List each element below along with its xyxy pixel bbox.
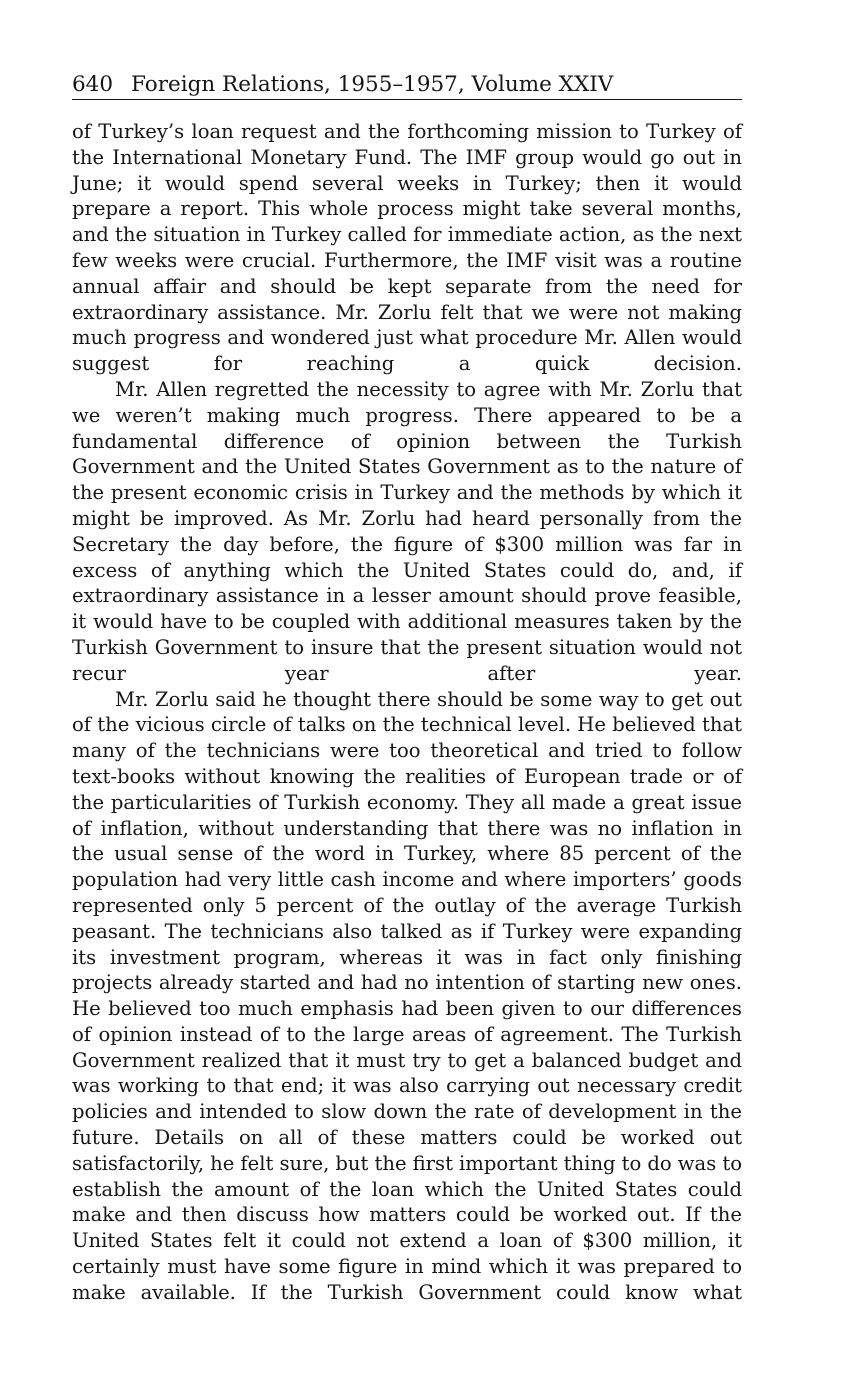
running-title: Foreign Relations, 1955–1957, Volume XXIV [131, 72, 614, 97]
paragraph-allen-response: Mr. Allen regretted the necessity to agree with Mr. Zorlu that we weren’t making much progress. There appeared to be a fundamental difference of opinion between the Turkish Government and the United States Government as to the nature of the present economic crisis in Turkey and the methods by which it might be improved. As Mr. Zorlu had heard personally from the Secretary the day before, the figure of $300 million was far in excess of anything which the United States could do, and, if extraordinary assistance in a lesser amount should prove feasible, it would have to be coupled with additional measures taken by the Turkish Government to insure that the present situation would not recur year after year. [72, 377, 742, 685]
paragraph-continued: of Turkey’s loan request and the forthcoming mission to Turkey of the International Monetary Fund. The IMF group would go out in June; it would spend several weeks in Turkey; then it would prepare a report. This whole process might take several months, and the situation in Turkey called for immediate action, as the next few weeks were crucial. Furthermore, the IMF visit was a routine annual affair and should be kept separate from the need for extraordinary assistance. Mr. Zorlu felt that we were not making much progress and wondered just what procedure Mr. Allen would suggest for reaching a quick decision. [72, 120, 742, 376]
paragraph-zorlu-reply: Mr. Zorlu said he thought there should be some way to get out of the vicious circle of talks on the technical level. He believed that many of the technicians were too theoretical and tried to follow text-books without knowing the realities of European trade or of the particularities of Turkish economy. They all made a great issue of inflation, without understanding that there was no inflation in the usual sense of the word in Turkey, where 85 percent of the population had very little cash income and where importers’ goods represented only 5 percent of the outlay of the average Turkish peasant. The technicians also talked as if Turkey were expanding its investment program, whereas it was in fact only finishing projects already started and had no intention of starting new ones. He believed too much emphasis had been given to our differences of opinion instead of to the large areas of agreement. The Turkish Government realized that it must try to get a balanced budget and was working to that end; it was also carrying out necessary credit policies and intended to slow down the rate of development in the future. Details on all of these matters could be worked out satisfactorily, he felt sure, but the first important thing to do was to establish the amount of the loan which the United States could make and then discuss how matters could be worked out. If the United States felt it could not extend a loan of $300 million, it certainly must have some figure in mind which it was prepared to make available. If the Turkish Government could know what [72, 687, 742, 1304]
body-text [72, 119, 742, 1306]
document-page [72, 72, 742, 1306]
page-number: 640 [72, 72, 114, 97]
running-header [72, 72, 742, 100]
